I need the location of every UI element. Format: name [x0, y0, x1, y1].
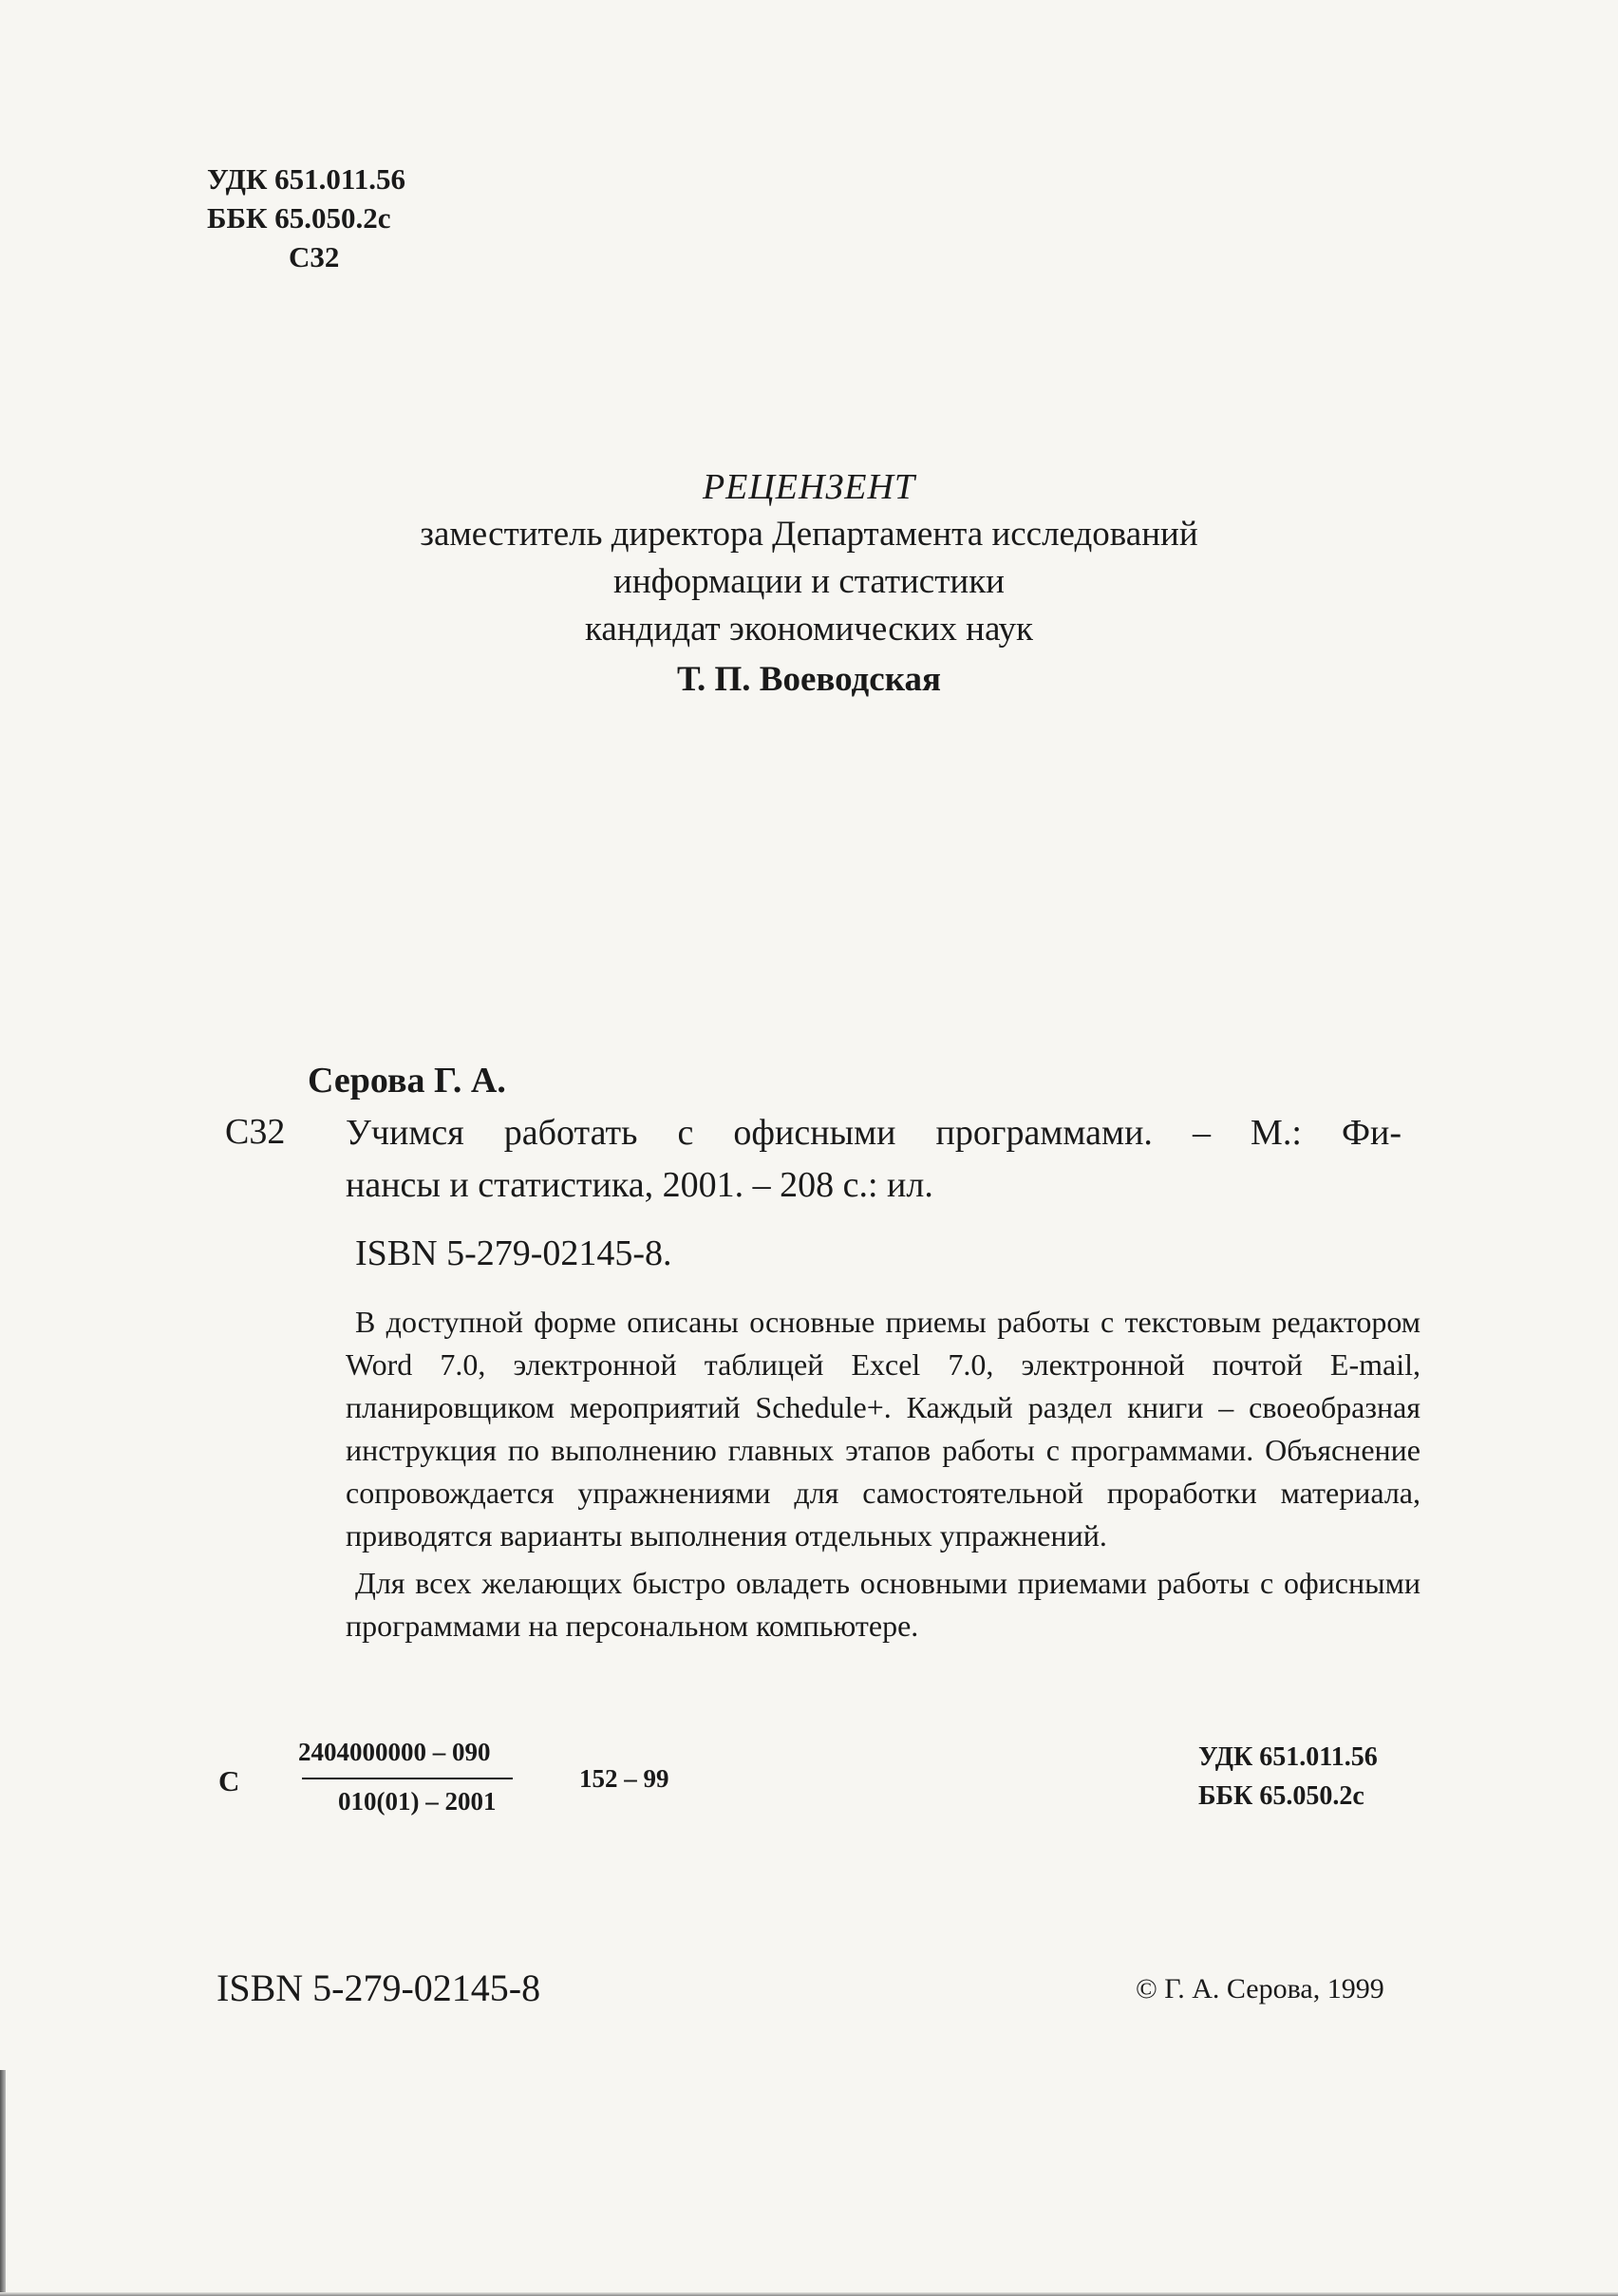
- page-binding-edge: [0, 2070, 6, 2296]
- copyright-notice: © Г. А. Серова, 1999: [1136, 1973, 1384, 2004]
- title-line-1: Учимся работать с офисными программами. – М.: Фи-: [346, 1113, 1402, 1153]
- udk-code: УДК 651.011.56: [207, 162, 405, 196]
- reviewer-degree: кандидат экономических наук: [585, 610, 1033, 649]
- classification-codes: [207, 160, 405, 276]
- classification-codes-bottom: [1198, 1738, 1378, 1816]
- bbk-code-bottom: ББК 65.050.2с: [1198, 1781, 1364, 1811]
- udk-code-bottom: УДК 651.011.56: [1198, 1742, 1378, 1772]
- reviewer-block: [0, 463, 1618, 706]
- fraction-bar: [302, 1778, 513, 1779]
- footer-isbn: ISBN 5-279-02145-8: [216, 1967, 541, 2009]
- page-bottom-edge: [0, 2292, 1618, 2296]
- annotation-paragraph: В доступной форме описаны основные приемы работы с текстовым редактором Word 7.0, электронной таблицей Excel 7.0, электронной почтой E-mail, планировщиком мероприятий Schedule+. Каждый раздел книги – своеобразная инструкция по выполнению главных этапов работы с программами. Объяснение сопровождается упражнениями для самостоятельной проработки материала, приводятся варианты выполнения отдельных упражнений.: [346, 1305, 1420, 1553]
- title-line-2: нансы и статистика, 2001. – 208 с.: ил.: [346, 1165, 933, 1205]
- bbk-code: ББК 65.050.2с: [207, 201, 391, 235]
- reviewer-heading: РЕЦЕНЗЕНТ: [702, 467, 916, 507]
- book-isbn: ISBN 5-279-02145-8.: [355, 1233, 672, 1273]
- price-code-letter: С: [218, 1764, 240, 1797]
- annotation-audience: Для всех желающих быстро овладеть основными приемами работы с офисными программами на персональном компьютере.: [346, 1566, 1420, 1643]
- price-code-denominator: 010(01) – 2001: [338, 1787, 497, 1816]
- price-code-tail: 152 – 99: [579, 1764, 669, 1793]
- book-author: Серова Г. А.: [308, 1061, 506, 1101]
- book-title-description: [346, 1107, 1402, 1212]
- annotation: [346, 1301, 1420, 1647]
- reviewer-department: информации и статистики: [613, 562, 1005, 601]
- price-code-numerator: 2404000000 – 090: [298, 1738, 491, 1766]
- reviewer-name: Т. П. Воеводская: [677, 660, 941, 699]
- author-mark: С32: [289, 240, 340, 273]
- reviewer-position: заместитель директора Департамента исследований: [420, 515, 1198, 554]
- catalog-mark: С32: [225, 1112, 286, 1152]
